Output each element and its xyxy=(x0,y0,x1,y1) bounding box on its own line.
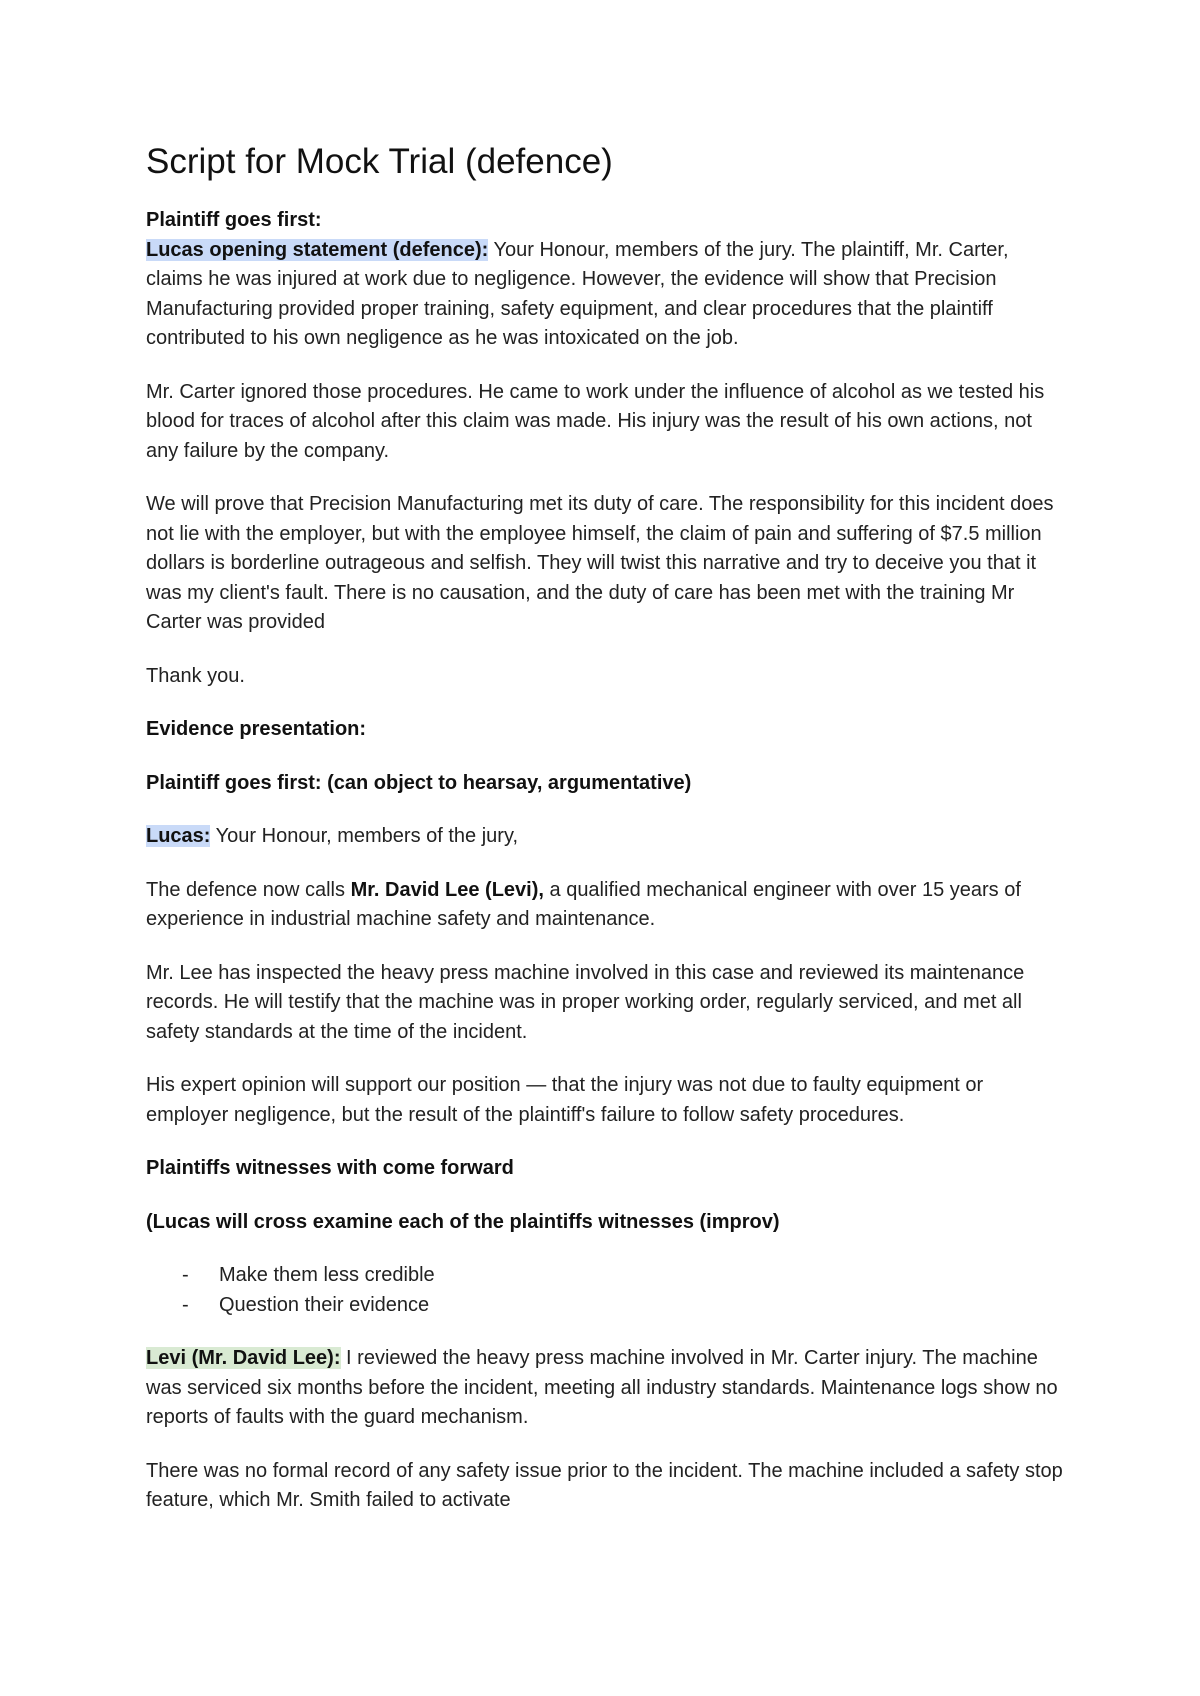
dash-bullet: - xyxy=(182,1264,189,1286)
witnesses-forward-text: Plaintiffs witnesses with come forward xyxy=(146,1157,514,1179)
levi-testimony-text: I reviewed the heavy press machine involved in Mr. Carter injury. The machine was serviced six months before the incident, meeting all industry standards. Maintenance logs show no reports of faults with the guard mechanism. xyxy=(146,1347,1058,1428)
thank-you-paragraph: Thank you. xyxy=(146,664,245,687)
defence-calls-before: The defence now calls xyxy=(146,878,351,901)
ignored-procedures-paragraph: Mr. Carter ignored those procedures. He came to work under the influence of alcohol as we tested his blood for traces of alcohol after this claim was made. His injury was the result of his own actions, not any failure by the company. xyxy=(146,380,1045,462)
opening-statement-text: Your Honour, members of the jury. The plaintiff, Mr. Carter, claims he was injured at work due to negligence. However, the evidence will show that Precision Manufacturing provided proper training, safety equipment, and clear procedures that the plaintiff contributed to his own negligence as he was intoxicated on the job. xyxy=(146,238,1009,349)
document-page xyxy=(146,140,1066,1540)
witnesses-forward-heading xyxy=(146,1154,1066,1184)
inspection-paragraph: Mr. Lee has inspected the heavy press machine involved in this case and reviewed its maintenance records. He will testify that the machine was in proper working order, regularly serviced, and met all safety standards at the time of the incident. xyxy=(146,961,1025,1043)
list-item xyxy=(146,1261,1066,1291)
evidence-presentation-text: Evidence presentation: xyxy=(146,718,367,740)
lucas-speaker-label: Lucas: xyxy=(146,825,211,847)
no-record-paragraph: There was no formal record of any safety issue prior to the incident. The machine included a safety stop feature, which Mr. Smith failed to activate xyxy=(146,1459,1063,1511)
lucas-address-paragraph xyxy=(146,822,1066,852)
witness-name: Mr. David Lee (Levi), xyxy=(350,878,544,901)
document-title: Script for Mock Trial (defence) xyxy=(146,142,613,181)
dash-bullet: - xyxy=(182,1293,189,1316)
plaintiff-goes-first-text: Plaintiff goes first: xyxy=(146,209,322,231)
evidence-presentation-heading xyxy=(146,715,1066,745)
plaintiff-goes-first-label xyxy=(146,206,1066,236)
list-item-text: Question their evidence xyxy=(219,1293,430,1316)
lucas-address-text: Your Honour, members of the jury, xyxy=(210,825,519,847)
levi-testimony-paragraph xyxy=(146,1344,1066,1433)
opening-statement-paragraph xyxy=(146,236,1066,354)
cross-examine-text: (Lucas will cross examine each of the plaintiffs witnesses (improv) xyxy=(146,1210,780,1233)
tactics-list xyxy=(146,1261,1066,1320)
defence-calls-paragraph xyxy=(146,876,1066,935)
duty-of-care-paragraph: We will prove that Precision Manufacturing met its duty of care. The responsibility for this incident does not lie with the employer, but with the employee himself, the claim of pain and suffering of $7.5 million dollars is borderline outrageous and selfish. They will twist this narrative and try to deceive you that it was my client's fault. There is no causation, and the duty of care has been met with the training Mr Carter was provided xyxy=(146,493,1054,633)
plaintiff-objections-text: Plaintiff goes first: (can object to hearsay, argumentative) xyxy=(146,771,692,794)
list-item xyxy=(146,1291,1066,1321)
levi-speaker-label: Levi (Mr. David Lee): xyxy=(146,1347,341,1369)
defence-calls-after: a qualified mechanical engineer with over 15 years of experience in industrial machine safety and maintenance. xyxy=(146,878,1021,930)
list-item-text: Make them less credible xyxy=(219,1264,435,1286)
plaintiff-objections-heading xyxy=(146,769,1066,799)
opening-speaker-label: Lucas opening statement (defence): xyxy=(146,238,489,261)
cross-examine-heading xyxy=(146,1208,1066,1238)
expert-opinion-paragraph: His expert opinion will support our position — that the injury was not due to faulty equipment or employer negligence, but the result of the plaintiff's failure to follow safety procedures. xyxy=(146,1074,984,1126)
